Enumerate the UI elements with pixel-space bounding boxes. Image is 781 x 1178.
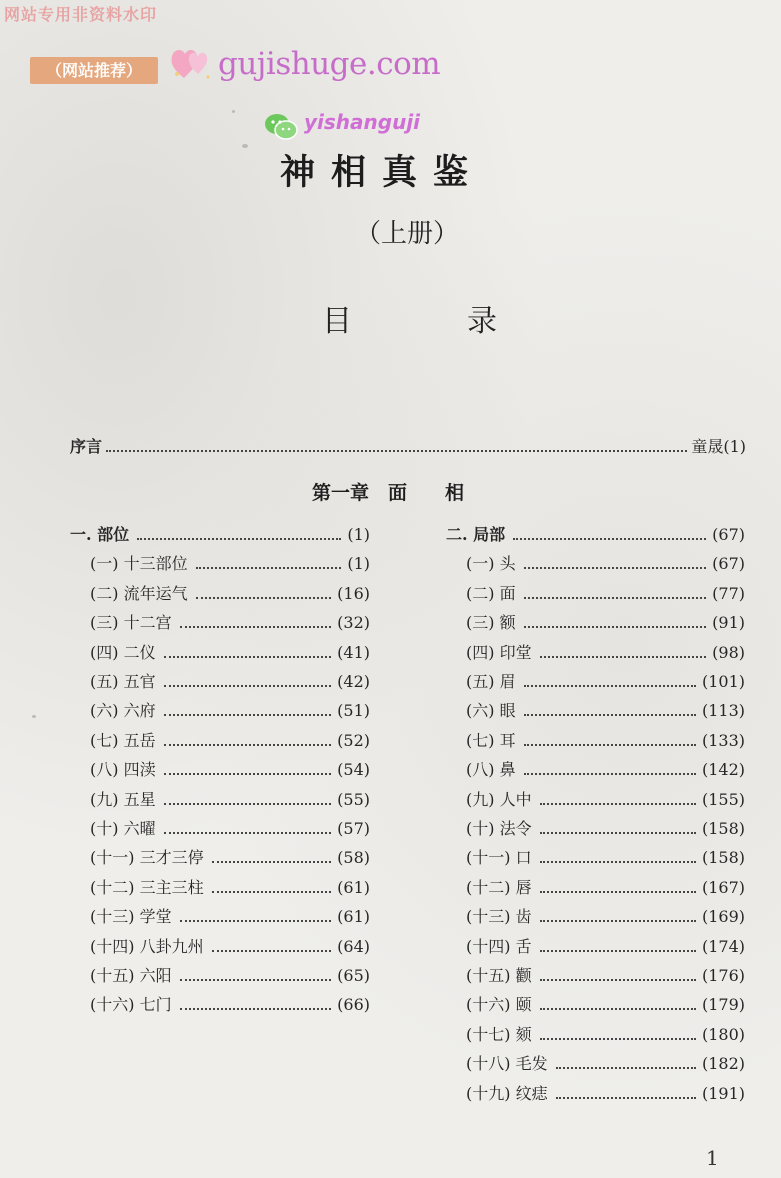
- toc-entry-page: (61): [337, 877, 370, 897]
- toc-entry-label: 二. 局部: [446, 525, 506, 544]
- toc-entry-page: (65): [337, 966, 370, 985]
- toc-entry[interactable]: [466, 904, 745, 926]
- toc-entry[interactable]: [90, 787, 370, 809]
- toc-entry-label: (二) 流年运气: [90, 583, 188, 603]
- dot-leader: [196, 567, 342, 569]
- toc-entry-label: (十八) 毛发: [466, 1054, 548, 1074]
- dot-leader: [180, 626, 332, 628]
- toc-entry-label: (十一) 口: [466, 848, 532, 868]
- dot-leader: [212, 950, 332, 952]
- toc-entry-page: (55): [337, 789, 370, 809]
- toc-entry-page: (41): [337, 642, 370, 662]
- toc-entry[interactable]: [90, 581, 370, 603]
- toc-entry-label: (八) 鼻: [466, 760, 516, 780]
- toc-entry-page: (176): [701, 966, 745, 985]
- toc-entry-page: (142): [701, 760, 745, 780]
- dot-leader: [556, 1067, 696, 1069]
- toc-entry[interactable]: [466, 610, 745, 632]
- toc-entry[interactable]: [466, 728, 745, 750]
- dot-leader: [180, 979, 332, 981]
- toc-entry-page: (16): [337, 583, 370, 603]
- toc-entry-label: (四) 印堂: [466, 642, 532, 662]
- toc-entry-page: (98): [712, 642, 745, 662]
- dot-leader: [164, 656, 332, 658]
- toc-entry-label: (二) 面: [466, 583, 516, 603]
- toc-entry-label: (十三) 齿: [466, 907, 532, 927]
- dot-leader: [524, 714, 696, 716]
- volume-label: （上册）: [355, 219, 460, 249]
- toc-entry-page: (158): [701, 819, 745, 838]
- dot-leader: [164, 714, 332, 716]
- toc-entry[interactable]: [466, 845, 745, 867]
- scan-speck: [242, 144, 248, 148]
- toc-entry[interactable]: [90, 728, 370, 750]
- toc-entry-label: (八) 四渎: [90, 760, 156, 780]
- toc-entry-label: (十) 法令: [466, 819, 532, 838]
- dot-leader: [540, 920, 696, 922]
- toc-entry[interactable]: [446, 522, 745, 544]
- toc-entry[interactable]: [466, 816, 745, 838]
- dot-leader: [540, 979, 696, 981]
- toc-entry[interactable]: [466, 875, 745, 897]
- toc-entry-page: (1): [347, 554, 370, 574]
- toc-entry[interactable]: [90, 934, 370, 956]
- toc-entry[interactable]: [90, 669, 370, 691]
- toc-entry-label: (一) 头: [466, 554, 516, 574]
- toc-entry[interactable]: [466, 963, 745, 985]
- wechat-handle: yishanguji: [304, 110, 421, 134]
- scan-speck: [32, 715, 36, 718]
- toc-entry-label: (九) 人中: [466, 789, 532, 809]
- toc-entry-page: (57): [337, 819, 370, 838]
- toc-entry-page: (167): [701, 877, 745, 897]
- toc-entry[interactable]: [90, 640, 370, 662]
- dot-leader: [164, 803, 332, 805]
- toc-entry-label: (三) 额: [466, 613, 516, 633]
- toc-entry-label: (六) 眼: [466, 701, 516, 721]
- toc-entry-page: (1): [347, 525, 370, 544]
- toc-entry-page: (158): [701, 848, 745, 868]
- toc-entry-label: (十四) 舌: [466, 936, 532, 956]
- dot-leader: [212, 861, 332, 863]
- site-url: gujishuge.com: [218, 46, 441, 82]
- toc-entry-label: (十七) 颏: [466, 1024, 532, 1044]
- toc-entry-label: (七) 五岳: [90, 730, 156, 750]
- toc-entry[interactable]: [90, 551, 370, 573]
- toc-entry-label: (十五) 颧: [466, 966, 532, 985]
- dot-leader: [180, 920, 332, 922]
- toc-entry-label: 序言: [70, 437, 103, 456]
- dot-leader: [540, 803, 696, 805]
- dot-leader: [524, 744, 696, 746]
- toc-entry-page: 童晟(1): [691, 437, 746, 456]
- toc-entry[interactable]: [466, 757, 745, 779]
- dot-leader: [164, 832, 332, 834]
- toc-entry-page: (66): [337, 995, 370, 1015]
- toc-entry-page: (64): [337, 936, 370, 956]
- toc-entry-label: (五) 五官: [90, 672, 156, 691]
- dot-leader: [196, 597, 332, 599]
- toc-entry-page: (180): [701, 1024, 745, 1044]
- dot-leader: [524, 626, 707, 628]
- dot-leader: [524, 567, 707, 569]
- dot-leader: [137, 538, 341, 540]
- toc-entry-label: (十六) 七门: [90, 995, 172, 1015]
- toc-entry-page: (182): [701, 1054, 745, 1074]
- dot-leader: [540, 1038, 696, 1040]
- toc-entry-label: (十二) 三主三柱: [90, 877, 204, 897]
- toc-entry-label: 一. 部位: [70, 525, 130, 544]
- toc-entry[interactable]: [466, 934, 745, 956]
- toc-entry[interactable]: [90, 698, 370, 720]
- book-title: 神相真鉴: [280, 152, 485, 193]
- toc-entry-page: (54): [337, 760, 370, 780]
- toc-entry[interactable]: [90, 757, 370, 779]
- dot-leader: [524, 597, 707, 599]
- toc-entry[interactable]: [466, 581, 745, 603]
- toc-entry[interactable]: [90, 992, 370, 1014]
- dot-leader: [540, 891, 696, 893]
- dot-leader: [524, 773, 696, 775]
- dot-leader: [556, 1097, 696, 1099]
- dot-leader: [164, 744, 332, 746]
- heart-icon: [170, 44, 214, 84]
- toc-entry[interactable]: [466, 992, 745, 1014]
- dot-leader: [180, 1008, 332, 1010]
- toc-entry-page: (52): [337, 730, 370, 750]
- toc-entry-page: (174): [701, 936, 745, 956]
- toc-entry-page: (77): [712, 583, 745, 603]
- toc-entry-label: (十六) 颐: [466, 995, 532, 1015]
- toc-entry-label: (五) 眉: [466, 672, 516, 691]
- toc-entry-preface[interactable]: [70, 434, 746, 456]
- toc-entry[interactable]: [90, 845, 370, 867]
- dot-leader: [540, 656, 707, 658]
- scan-speck: [232, 110, 235, 113]
- toc-entry-page: (169): [701, 907, 745, 927]
- dot-leader: [106, 450, 687, 452]
- toc-entry[interactable]: [90, 610, 370, 632]
- wechat-icon: [263, 112, 299, 142]
- toc-entry-label: (六) 六府: [90, 701, 156, 721]
- toc-entry-page: (61): [337, 907, 370, 927]
- toc-entry[interactable]: [466, 1051, 745, 1073]
- toc-entry-page: (101): [701, 672, 745, 691]
- toc-entry[interactable]: [466, 787, 745, 809]
- toc-entry[interactable]: [90, 963, 370, 985]
- toc-entry-label: (七) 耳: [466, 730, 516, 750]
- toc-entry-page: (113): [701, 701, 745, 721]
- toc-entry-page: (58): [337, 848, 370, 868]
- chapter-title: 第一章 面 相: [312, 482, 465, 504]
- dot-leader: [524, 685, 696, 687]
- toc-entry-label: (一) 十三部位: [90, 554, 188, 574]
- page-number: 1: [706, 1146, 719, 1170]
- toc-entry-label: (四) 二仪: [90, 642, 156, 662]
- toc-entry[interactable]: [466, 551, 745, 573]
- toc-entry-page: (179): [701, 995, 745, 1015]
- toc-entry[interactable]: [466, 1081, 745, 1103]
- dot-leader: [164, 685, 332, 687]
- toc-entry-page: (67): [712, 525, 745, 544]
- toc-entry-page: (32): [337, 613, 370, 633]
- toc-entry-page: (133): [701, 730, 745, 750]
- toc-entry-label: (十一) 三才三停: [90, 848, 204, 868]
- toc-entry-page: (42): [337, 672, 370, 691]
- dot-leader: [164, 773, 332, 775]
- toc-entry[interactable]: [466, 1022, 745, 1044]
- dot-leader: [212, 891, 332, 893]
- toc-entry-label: (十二) 唇: [466, 877, 532, 897]
- recommend-badge: （网站推荐）: [30, 57, 158, 84]
- toc-entry-label: (十) 六曜: [90, 819, 156, 838]
- toc-entry-label: (十四) 八卦九州: [90, 936, 204, 956]
- watermark-top-text: 网站专用非资料水印: [4, 5, 158, 24]
- dot-leader: [540, 861, 696, 863]
- toc-entry-label: (十五) 六阳: [90, 966, 172, 985]
- toc-entry-label: (十九) 纹痣: [466, 1083, 548, 1103]
- toc-entry-label: (九) 五星: [90, 789, 156, 809]
- toc-entry[interactable]: [466, 640, 745, 662]
- toc-entry[interactable]: [90, 875, 370, 897]
- toc-entry[interactable]: [466, 669, 745, 691]
- toc-entry[interactable]: [90, 816, 370, 838]
- dot-leader: [540, 950, 696, 952]
- toc-entry-page: (91): [712, 613, 745, 633]
- toc-heading-part-1: 目: [322, 304, 352, 339]
- toc-entry-page: (155): [701, 789, 745, 809]
- toc-entry[interactable]: [70, 522, 370, 544]
- toc-entry-page: (51): [337, 701, 370, 721]
- dot-leader: [540, 832, 696, 834]
- toc-entry-label: (三) 十二宫: [90, 613, 172, 633]
- toc-entry[interactable]: [90, 904, 370, 926]
- toc-heading-part-2: 录: [467, 304, 497, 339]
- dot-leader: [513, 538, 706, 540]
- toc-entry-label: (十三) 学堂: [90, 907, 172, 927]
- dot-leader: [540, 1008, 696, 1010]
- toc-entry[interactable]: [466, 698, 745, 720]
- toc-entry-page: (191): [701, 1083, 745, 1103]
- toc-entry-page: (67): [712, 554, 745, 574]
